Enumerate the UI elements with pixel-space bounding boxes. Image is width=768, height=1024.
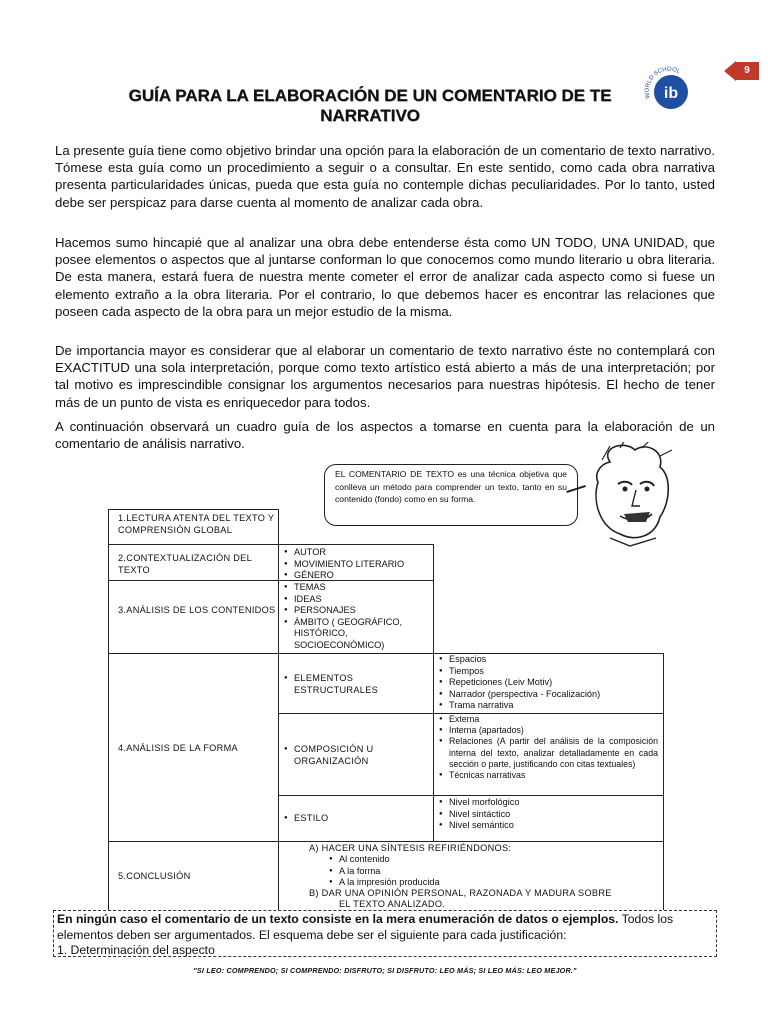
paragraph-4: A continuación observará un cuadro guía de los aspectos a tomarse en cuenta para la elaboración de un comentario de análisis narrativo. [55,419,715,452]
list-item: ● A la impresión producida [329,877,440,889]
page-number: 9 [735,62,759,80]
table-row-4-label: 4.ANÁLISIS DE LA FORMA [108,653,279,842]
list-item: ● PERSONAJES [284,605,428,617]
list-item: ● IDEAS [284,594,428,606]
list-item: ● Narrador (perspectiva - Focalización) [439,689,658,701]
list-item: ● A la forma [329,866,440,878]
paragraph-1: La presente guía tiene como objetivo brindar una opción para la elaboración de un comentario de texto narrativo. Tómese esta guía como un procedimiento a seguir o a consultar. En este sentido, como cada obra narrativa presenta particularidades únicas, pueda que esta guía no contemple dichas peculiaridades. Por lo tanto, usted debe ser perspicaz para darse cuenta al momento de analizar cada obra. [55,143,715,210]
conclusion-b: B) DAR UNA OPINIÓN PERSONAL, RAZONADA Y MADURA SOBRE [309,888,612,898]
list-item: ● Al contenido [329,854,440,866]
row-1-label: 1.LECTURA ATENTA DEL TEXTO Y COMPRENSIÓN GLOBAL [118,513,275,535]
list-item: ● MOVIMIENTO LITERARIO [284,559,428,571]
logo-mark: ib [663,85,679,102]
conclusion-a: A) HACER UNA SÍNTESIS REFIRIÉNDONOS: [309,843,512,853]
title-line-1: GUÍA PARA LA ELABORACIÓN DE UN COMENTARIO DE TE [128,86,612,105]
note-box [53,910,717,957]
list-item: ● Externa [439,714,658,725]
table-row-5-label: 5.CONCLUSIÓN [108,841,279,911]
list-item: ● Nivel semántico [439,820,658,832]
list-item: ● Tiempos [439,666,658,678]
page-number-marker [724,58,764,84]
list-item: ● Nivel sintáctico [439,809,658,821]
table-row-4-sub-1-items [433,653,664,714]
table-row-4-sub-1-label: ELEMENTOS ESTRUCTURALES ● [278,653,434,714]
table-row-4-sub-2-items [433,713,664,796]
table-row-2-label: 2.CONTEXTUALIZACIÓN DEL TEXTO [108,544,279,581]
table-row-2-items [278,544,434,581]
paragraph-2: Hacemos sumo hincapié que al analizar una obra debe entenderse ésta como UN TODO, UNA UNIDAD, que posee elementos o aspectos que al juntarse conforman lo que conocemos como mundo literario u obra literaria. De esta manera, estará fuera de nuestra mente cometer el error de analizar cada aspecto como si fuese un elemento extraño a la obra literaria. Por el contrario, lo que debemos hacer es encontrar las relaciones que poseen cada aspecto de la obra para un mejor estudio de la misma. [55,235,715,319]
table-row-1 [108,509,279,545]
table-row-3-label: 3.ANÁLISIS DE LOS CONTENIDOS [108,580,279,654]
list-item: ● Trama narrativa [439,700,658,712]
logo-text: WORLD SCHOOL [644,66,682,99]
note-text: Todos los elementos deben ser argumentados. El esquema debe ser el siguiente para cada justificación: [57,912,674,942]
note-bold: En ningún caso el comentario de un texto consiste en la mera enumeración de datos o ejemplos. [57,912,619,926]
list-item: ● TEMAS [284,582,428,594]
list-item: ● Repeticiones (Leiv Motiv) [439,677,658,689]
list-item: ● Espacios [439,654,658,666]
list-item: ● Técnicas narrativas [439,770,658,781]
list-item: ● Interna (apartados) [439,725,658,736]
table-row-4-sub-3-items [433,795,664,842]
list-item: ● AUTOR [284,547,428,559]
writer-caricature-icon [580,442,680,548]
conclusion-b-line-2: EL TEXTO ANALIZADO. [339,899,446,909]
list-item: ● Nivel morfológico [439,797,658,809]
table-row-4-sub-3-label: ESTILO ● [278,795,434,842]
table-row-3-items [278,580,434,654]
list-item: ● ÁMBITO ( GEOGRÁFICO, HISTÓRICO, SOCIOECONÓMICO) [284,617,428,652]
table-row-4-sub-2-label: COMPOSICIÓN U ORGANIZACIÓN ● [278,713,434,796]
list-item: ● GÉNERO [284,570,428,582]
speech-bubble: EL COMENTARIO DE TEXTO es una técnica objetiva que conlleva un método para comprender un texto, tanto en su contenido (fondo) como en su forma. [324,464,578,526]
paragraph-3: De importancia mayor es considerar que al elaborar un comentario de texto narrativo éste no contemplará con EXACTITUD una sola interpretación, porque como texto artístico está abierto a más de una interpretación; por tal motivo es imprescindible consignar los argumentos necesarios para nuestras hipótesis. El hecho de tener más de un punto de vista es enriquecedor para todos. [55,343,715,410]
footer-motto: "SI LEO: COMPRENDO; SI COMPRENDO: DISFRUTO; SI DISFRUTO: LEO MÁS; SI LEO MÁS: LEO MEJOR." [193,966,577,975]
page-title [70,86,670,126]
table-row-5-content [278,841,664,911]
list-item: ● Relaciones (A partir del análisis de la composición interna del texto, analizar detalladamente en cada sección o parte, justificando con citas textuales) [439,736,658,770]
title-line-2: NARRATIVO [320,106,420,125]
note-item: 1. Determinación del aspecto [57,943,215,957]
